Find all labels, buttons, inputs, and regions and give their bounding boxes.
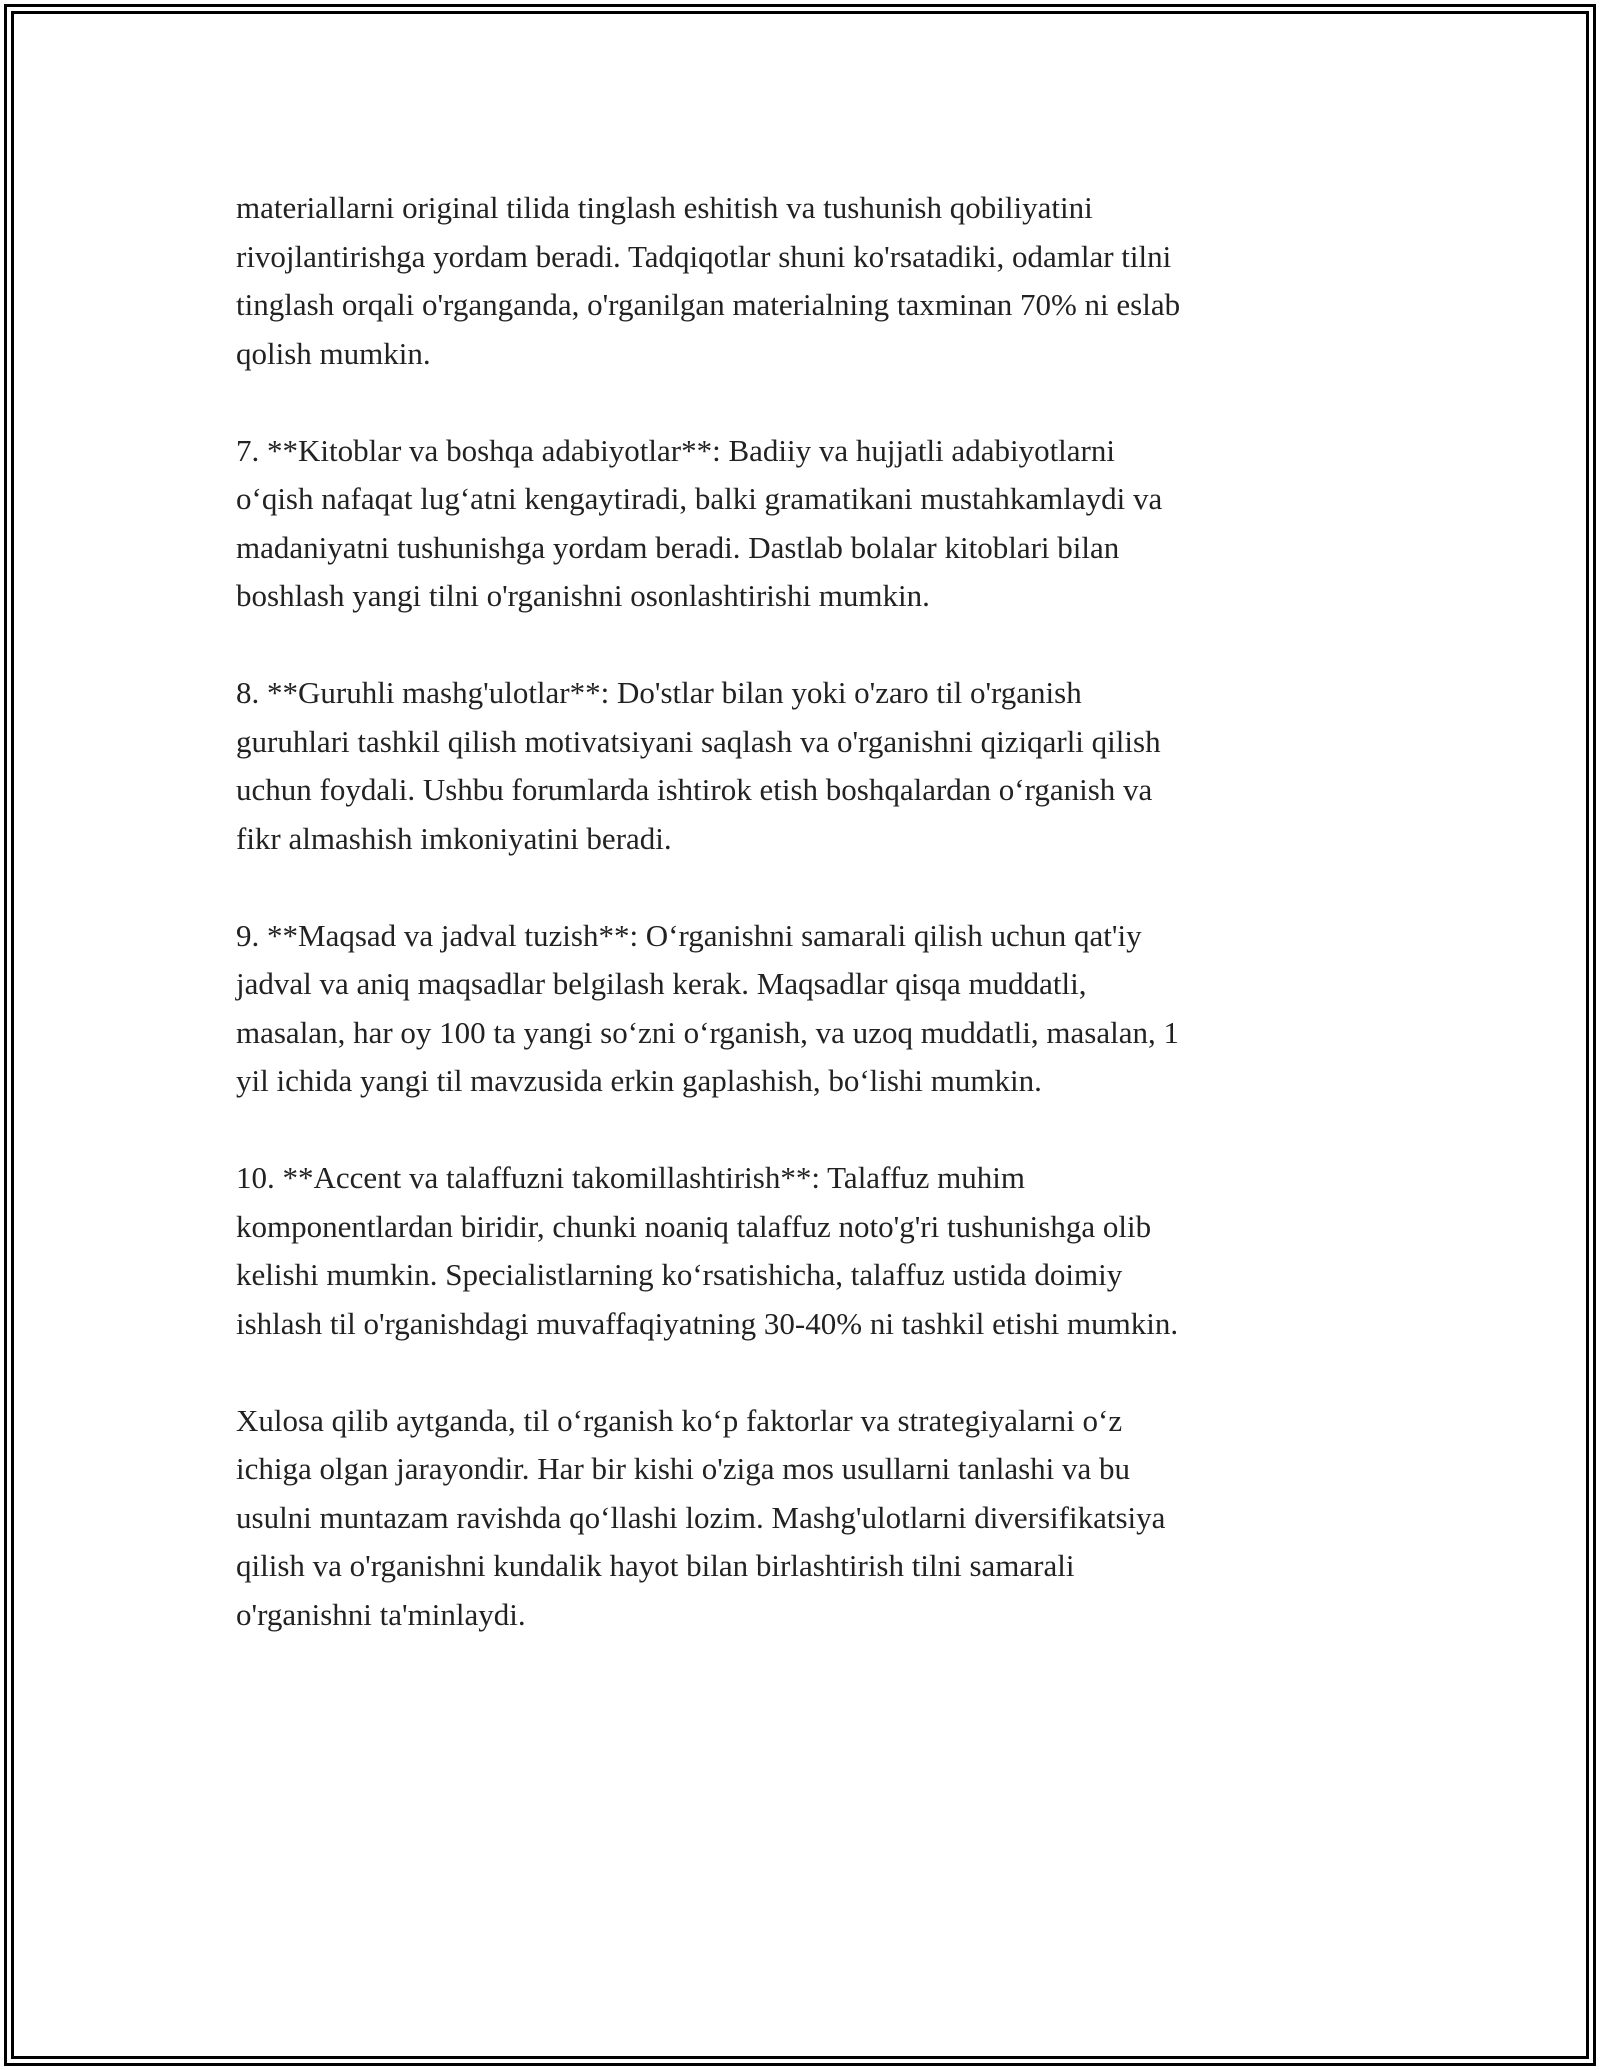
paragraph-goals-schedule: 9. **Maqsad va jadval tuzish**: O‘rganishni samarali qilish uchun qat'iy jadval va aniq maqsadlar belgilash kerak. Maqsadlar qisqa muddatli, masalan, har oy 100 ta yangi so‘zni o‘rganish, va uzoq muddatli, masalan, 1 yil ichida yangi til mavzusida erkin gaplashish, bo‘lishi mumkin. [236, 917, 1179, 1098]
document-body [236, 184, 1376, 1688]
paragraph-listening-continuation: materiallarni original tilida tinglash eshitish va tushunish qobiliyatini rivojlantirishga yordam beradi. Tadqiqotlar shuni ko'rsatadiki, odamlar tilni tinglash orqali o'rganganda, o'rganilgan materialning taxminan 70% ni eslab qolish mumkin. [236, 190, 1181, 371]
paragraph-books: 7. **Kitoblar va boshqa adabiyotlar**: Badiiy va hujjatli adabiyotlarni o‘qish nafaqat lug‘atni kengaytiradi, balki gramatikani mustahkamlaydi va madaniyatni tushunishga yordam beradi. Dastlab bolalar kitoblari bilan boshlash yangi tilni o'rganishni osonlashtirishi mumkin. [236, 432, 1163, 613]
paragraph-conclusion: Xulosa qilib aytganda, til o‘rganish ko‘p faktorlar va strategiyalarni o‘z ichiga olgan jarayondir. Har bir kishi o'ziga mos usullarni tanlashi va bu usulni muntazam ravishda qo‘llashi lozim. Mashg'ulotlarni diversifikatsiya qilish va o'rganishni kundalik hayot bilan birlashtirish tilni samarali o'rganishni ta'minlaydi. [236, 1402, 1166, 1632]
paragraph-group-sessions: 8. **Guruhli mashg'ulotlar**: Do'stlar bilan yoki o'zaro til o'rganish guruhlari tashkil qilish motivatsiyani saqlash va o'rganishni qiziqarli qilish uchun foydali. Ushbu forumlarda ishtirok etish boshqalardan o‘rganish va fikr almashish imkoniyatini beradi. [236, 675, 1161, 856]
paragraph-accent-pronunciation: 10. **Accent va talaffuzni takomillashtirish**: Talaffuz muhim komponentlardan biridir, chunki noaniq talaffuz noto'g'ri tushunishga olib kelishi mumkin. Specialistlarning ko‘rsatishicha, talaffuz ustida doimiy ishlash til o'rganishdagi muvaffaqiyatning 30-40% ni tashkil etishi mumkin. [236, 1160, 1179, 1341]
